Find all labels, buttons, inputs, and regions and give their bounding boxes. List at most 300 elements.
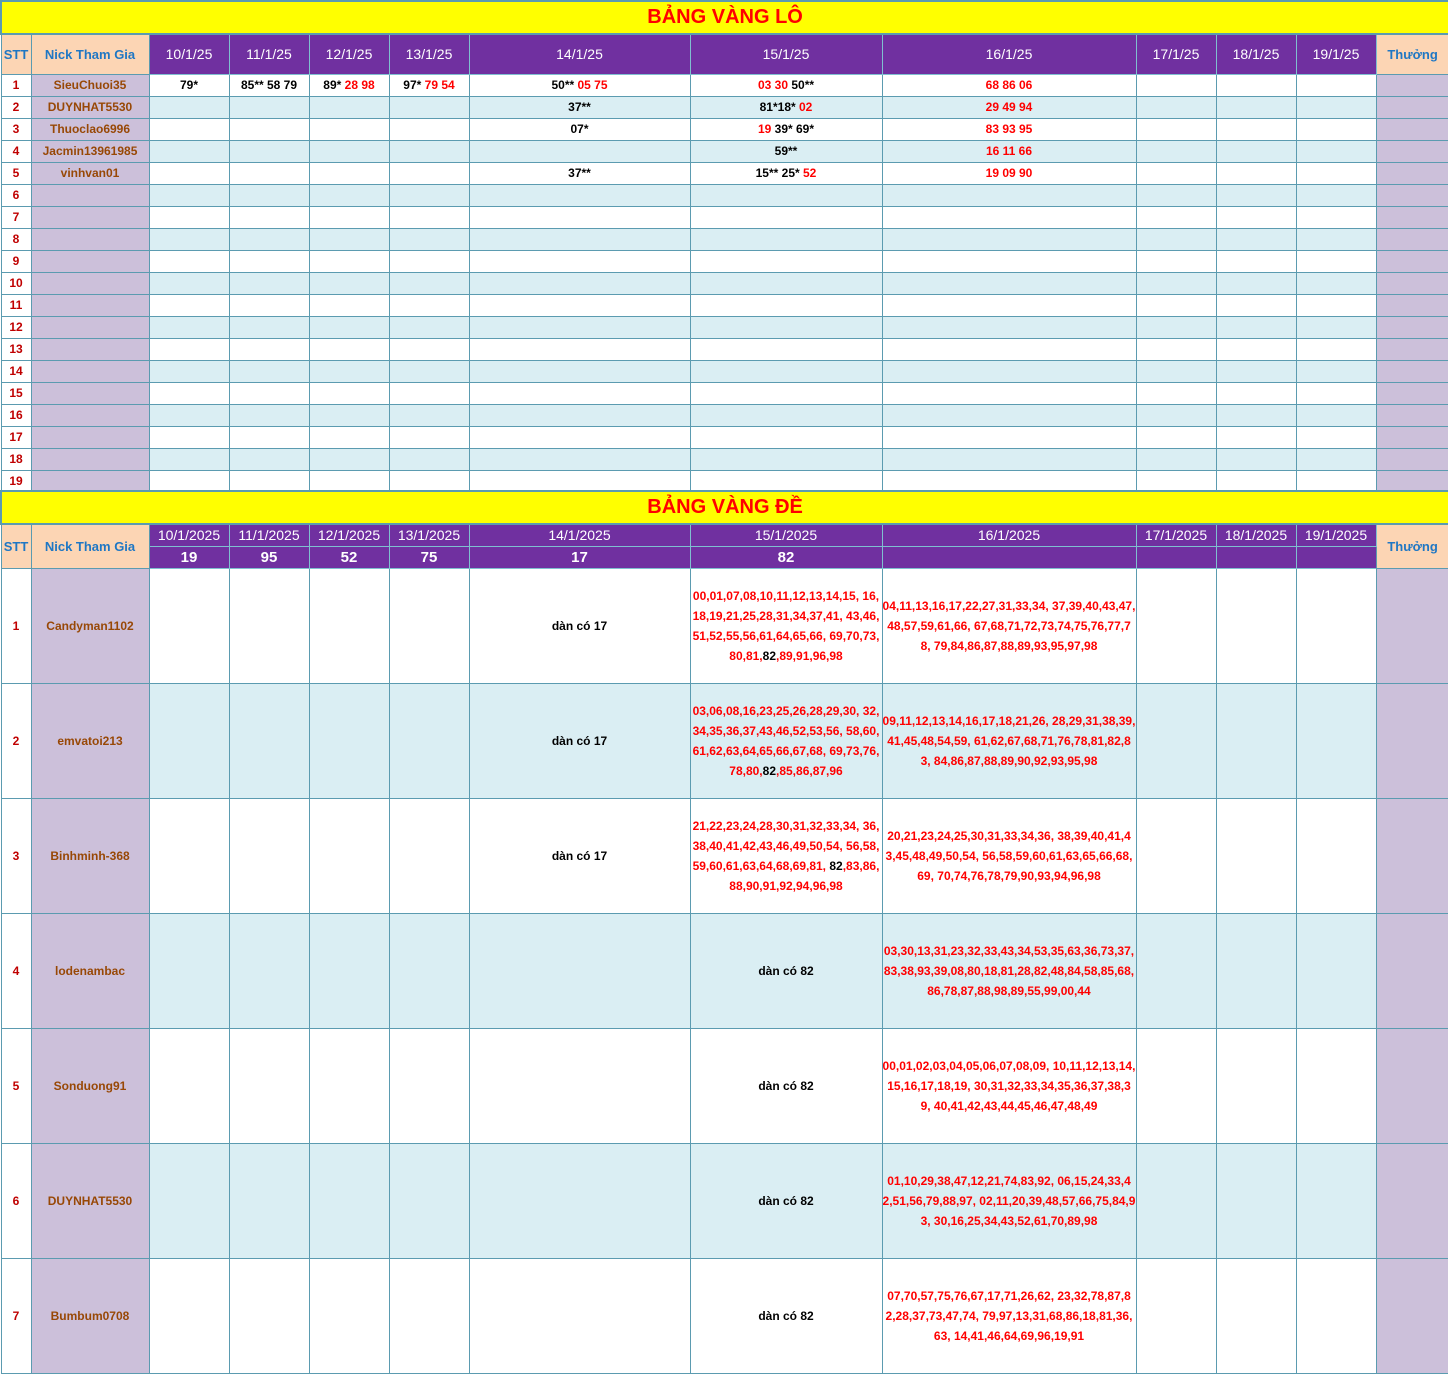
lo-cell[interactable]: [1136, 404, 1216, 426]
de-cell[interactable]: [389, 1143, 469, 1258]
de-cell[interactable]: [882, 568, 1136, 683]
de-cell[interactable]: [149, 1028, 229, 1143]
de-cell[interactable]: [882, 1258, 1136, 1373]
lo-cell[interactable]: [389, 250, 469, 272]
lo-cell[interactable]: [309, 118, 389, 140]
lo-cell[interactable]: [1296, 206, 1376, 228]
de-number: 07,70,57,75,76,67,17,71,26,62, 23,32,78,87,82,28,37,73,47,74, 79,97,13,31,68,86,18,81,36,63, 14,41,46,64,69,96,19,91: [885, 1288, 1133, 1343]
de-cell[interactable]: [389, 1258, 469, 1373]
de-cell[interactable]: [690, 1028, 882, 1143]
lo-cell[interactable]: [1216, 470, 1296, 492]
lo-cell[interactable]: [149, 316, 229, 338]
de-cell[interactable]: [882, 1028, 1136, 1143]
de-cell[interactable]: [469, 798, 690, 913]
lo-cell[interactable]: [149, 96, 229, 118]
lo-cell[interactable]: [1216, 206, 1296, 228]
lo-table-row: [1, 360, 1448, 382]
lo-cell[interactable]: [1216, 404, 1296, 426]
lo-cell[interactable]: [690, 470, 882, 492]
lo-cell[interactable]: [309, 162, 389, 184]
lo-cell[interactable]: [1216, 272, 1296, 294]
lo-cell[interactable]: [1296, 96, 1376, 118]
de-cell[interactable]: [1136, 1143, 1216, 1258]
de-result: [882, 546, 1136, 568]
lo-cell[interactable]: [389, 448, 469, 470]
lo-cell[interactable]: [389, 74, 469, 96]
lo-header-date: 17/1/25: [1136, 34, 1216, 74]
lo-cell[interactable]: [389, 338, 469, 360]
lo-cell[interactable]: [1136, 206, 1216, 228]
lo-cell[interactable]: [469, 118, 690, 140]
lo-cell[interactable]: [1216, 294, 1296, 316]
lo-cell[interactable]: [229, 74, 309, 96]
lo-cell[interactable]: [149, 294, 229, 316]
de-cell[interactable]: [229, 1143, 309, 1258]
de-row-stt: 6: [1, 1143, 31, 1258]
lo-cell[interactable]: [389, 316, 469, 338]
lo-cell[interactable]: [149, 272, 229, 294]
lo-cell[interactable]: [882, 206, 1136, 228]
lo-cell[interactable]: [229, 96, 309, 118]
de-cell[interactable]: [1296, 568, 1376, 683]
lo-cell[interactable]: [1296, 74, 1376, 96]
de-cell[interactable]: [469, 683, 690, 798]
de-cell[interactable]: [690, 568, 882, 683]
de-row-stt: 4: [1, 913, 31, 1028]
lo-cell[interactable]: [229, 294, 309, 316]
lo-cell[interactable]: [882, 316, 1136, 338]
lo-cell[interactable]: [690, 74, 882, 96]
lo-cell[interactable]: [882, 118, 1136, 140]
lo-cell[interactable]: [690, 382, 882, 404]
lo-cell[interactable]: [149, 206, 229, 228]
lo-header-date: 13/1/25: [389, 34, 469, 74]
de-cell[interactable]: [149, 1143, 229, 1258]
lo-cell[interactable]: [229, 360, 309, 382]
lo-cell[interactable]: [469, 360, 690, 382]
lo-cell[interactable]: [882, 272, 1136, 294]
de-cell[interactable]: [1136, 568, 1216, 683]
lo-table-row: [1, 162, 1448, 184]
lo-number: 16 11 66: [985, 144, 1033, 158]
lo-cell[interactable]: [690, 228, 882, 250]
lo-cell[interactable]: [389, 96, 469, 118]
lo-cell[interactable]: [1136, 294, 1216, 316]
lo-cell[interactable]: [690, 250, 882, 272]
lo-cell[interactable]: [469, 470, 690, 492]
lo-cell[interactable]: [309, 360, 389, 382]
lo-cell[interactable]: [469, 426, 690, 448]
de-cell[interactable]: [1296, 683, 1376, 798]
lo-cell[interactable]: [690, 140, 882, 162]
lo-cell[interactable]: [1216, 382, 1296, 404]
lo-cell[interactable]: [149, 250, 229, 272]
de-cell[interactable]: [1216, 683, 1296, 798]
lo-cell[interactable]: [882, 294, 1136, 316]
lo-cell[interactable]: [1296, 118, 1376, 140]
lo-row-nick: [31, 382, 149, 404]
de-cell[interactable]: [469, 1258, 690, 1373]
de-cell[interactable]: [309, 913, 389, 1028]
lo-cell[interactable]: [882, 140, 1136, 162]
lo-cell[interactable]: [469, 272, 690, 294]
lo-cell[interactable]: [469, 448, 690, 470]
lo-row-thuong: [1376, 140, 1448, 162]
lo-row-stt: 10: [1, 272, 31, 294]
lo-cell[interactable]: [229, 338, 309, 360]
de-cell[interactable]: [149, 798, 229, 913]
de-cell[interactable]: [309, 798, 389, 913]
lo-header-thuong: Thưởng: [1376, 34, 1448, 74]
lo-cell[interactable]: [469, 294, 690, 316]
de-cell[interactable]: [1136, 683, 1216, 798]
lo-table-row: [1, 250, 1448, 272]
lo-cell[interactable]: [690, 426, 882, 448]
lo-cell[interactable]: [309, 316, 389, 338]
lo-cell[interactable]: [882, 184, 1136, 206]
lo-number: 05 75: [577, 78, 608, 92]
lo-row-stt: 9: [1, 250, 31, 272]
lo-cell[interactable]: [309, 272, 389, 294]
de-cell[interactable]: [1216, 798, 1296, 913]
lo-cell[interactable]: [1296, 426, 1376, 448]
lo-cell[interactable]: [1296, 294, 1376, 316]
lo-cell[interactable]: [1136, 470, 1216, 492]
lo-cell[interactable]: [469, 206, 690, 228]
lo-cell[interactable]: [469, 404, 690, 426]
lo-cell[interactable]: [1216, 74, 1296, 96]
lo-cell[interactable]: [1136, 74, 1216, 96]
lo-cell[interactable]: [690, 404, 882, 426]
lo-cell[interactable]: [690, 316, 882, 338]
de-cell[interactable]: [690, 1143, 882, 1258]
lo-cell[interactable]: [469, 140, 690, 162]
de-cell[interactable]: [1296, 1258, 1376, 1373]
de-cell[interactable]: [389, 683, 469, 798]
lo-cell[interactable]: [1216, 448, 1296, 470]
lo-cell[interactable]: [1296, 404, 1376, 426]
lo-cell[interactable]: [389, 162, 469, 184]
de-cell[interactable]: [389, 568, 469, 683]
de-cell[interactable]: [690, 1258, 882, 1373]
lo-cell[interactable]: [309, 426, 389, 448]
lo-cell[interactable]: [1216, 118, 1296, 140]
lo-number: 28 98: [344, 78, 375, 92]
lo-cell[interactable]: [229, 272, 309, 294]
lo-cell[interactable]: [469, 162, 690, 184]
de-cell[interactable]: [1216, 1143, 1296, 1258]
lo-cell[interactable]: [1296, 470, 1376, 492]
de-cell[interactable]: [469, 568, 690, 683]
lo-cell[interactable]: [309, 470, 389, 492]
lo-cell[interactable]: [309, 74, 389, 96]
lo-cell[interactable]: [469, 96, 690, 118]
lo-cell[interactable]: [389, 228, 469, 250]
lo-cell[interactable]: [469, 250, 690, 272]
lo-cell[interactable]: [1296, 360, 1376, 382]
lo-cell[interactable]: [690, 118, 882, 140]
lo-cell[interactable]: [882, 74, 1136, 96]
lo-cell[interactable]: [1136, 184, 1216, 206]
lo-cell[interactable]: [389, 272, 469, 294]
lo-cell[interactable]: [229, 448, 309, 470]
lo-cell[interactable]: [229, 316, 309, 338]
de-cell[interactable]: [229, 1028, 309, 1143]
de-cell[interactable]: [882, 798, 1136, 913]
de-cell[interactable]: [309, 683, 389, 798]
lo-row-stt: 8: [1, 228, 31, 250]
lo-cell[interactable]: [229, 404, 309, 426]
lo-cell[interactable]: [1136, 338, 1216, 360]
lo-cell[interactable]: [389, 140, 469, 162]
lo-cell[interactable]: [690, 360, 882, 382]
de-cell[interactable]: [309, 1028, 389, 1143]
lo-cell[interactable]: [690, 272, 882, 294]
lo-cell[interactable]: [149, 382, 229, 404]
lo-cell[interactable]: [309, 404, 389, 426]
lo-cell[interactable]: [882, 448, 1136, 470]
lo-cell[interactable]: [1216, 316, 1296, 338]
lo-cell[interactable]: [882, 382, 1136, 404]
lo-row-thuong: [1376, 470, 1448, 492]
lo-cell[interactable]: [882, 338, 1136, 360]
de-cell[interactable]: [1216, 913, 1296, 1028]
lo-cell[interactable]: [309, 184, 389, 206]
de-cell[interactable]: [1296, 913, 1376, 1028]
de-cell[interactable]: [149, 568, 229, 683]
de-cell[interactable]: [229, 913, 309, 1028]
de-cell[interactable]: [309, 568, 389, 683]
lo-cell[interactable]: [882, 404, 1136, 426]
lo-cell[interactable]: [149, 426, 229, 448]
lo-cell[interactable]: [882, 250, 1136, 272]
lo-cell[interactable]: [229, 206, 309, 228]
lo-cell[interactable]: [1216, 250, 1296, 272]
lo-cell[interactable]: [389, 404, 469, 426]
lo-number: 37**: [568, 166, 591, 180]
lo-cell[interactable]: [690, 294, 882, 316]
de-row-nick: emvatoi213: [31, 683, 149, 798]
lo-cell[interactable]: [1296, 316, 1376, 338]
lo-cell[interactable]: [309, 448, 389, 470]
lo-cell[interactable]: [149, 360, 229, 382]
lo-header-nick: Nick Tham Gia: [31, 34, 149, 74]
lo-cell[interactable]: [389, 118, 469, 140]
lo-cell[interactable]: [1296, 338, 1376, 360]
lo-cell[interactable]: [1136, 272, 1216, 294]
de-cell[interactable]: [1136, 798, 1216, 913]
lo-cell[interactable]: [1216, 184, 1296, 206]
lo-table-row: [1, 426, 1448, 448]
lo-cell[interactable]: [229, 184, 309, 206]
lo-cell[interactable]: [1296, 184, 1376, 206]
de-cell[interactable]: [389, 913, 469, 1028]
lo-cell[interactable]: [1136, 426, 1216, 448]
lo-cell[interactable]: [229, 162, 309, 184]
lo-cell[interactable]: [149, 118, 229, 140]
de-cell[interactable]: [882, 1143, 1136, 1258]
de-cell[interactable]: [1136, 913, 1216, 1028]
de-row-stt: 1: [1, 568, 31, 683]
de-cell[interactable]: [1136, 1258, 1216, 1373]
de-cell[interactable]: [229, 1258, 309, 1373]
lo-cell[interactable]: [1136, 118, 1216, 140]
lo-cell[interactable]: [149, 140, 229, 162]
lo-cell[interactable]: [309, 206, 389, 228]
lo-cell[interactable]: [309, 382, 389, 404]
de-header-date: 13/1/2025: [389, 524, 469, 546]
lo-cell[interactable]: [1136, 162, 1216, 184]
lo-cell[interactable]: [389, 206, 469, 228]
lo-cell[interactable]: [229, 118, 309, 140]
de-cell[interactable]: [690, 683, 882, 798]
lo-cell[interactable]: [149, 404, 229, 426]
de-cell[interactable]: [882, 683, 1136, 798]
lo-cell[interactable]: [149, 74, 229, 96]
lo-cell[interactable]: [1216, 338, 1296, 360]
lo-cell[interactable]: [229, 382, 309, 404]
lo-cell[interactable]: [309, 228, 389, 250]
de-cell[interactable]: [1216, 568, 1296, 683]
de-cell[interactable]: [1136, 1028, 1216, 1143]
lo-cell[interactable]: [389, 382, 469, 404]
lo-number: 68 86 06: [985, 78, 1033, 92]
lo-cell[interactable]: [389, 184, 469, 206]
lo-cell[interactable]: [690, 184, 882, 206]
lo-row-thuong: [1376, 118, 1448, 140]
lo-cell[interactable]: [309, 140, 389, 162]
lo-cell[interactable]: [1296, 382, 1376, 404]
lo-cell[interactable]: [229, 140, 309, 162]
lo-table-row: [1, 96, 1448, 118]
lo-cell[interactable]: [389, 426, 469, 448]
lo-cell[interactable]: [882, 470, 1136, 492]
lo-cell[interactable]: [309, 338, 389, 360]
lo-cell[interactable]: [229, 426, 309, 448]
lo-cell[interactable]: [882, 228, 1136, 250]
de-cell[interactable]: [1296, 798, 1376, 913]
lo-cell[interactable]: [1136, 316, 1216, 338]
lo-cell[interactable]: [690, 162, 882, 184]
lo-table-row: [1, 382, 1448, 404]
lo-cell[interactable]: [1136, 250, 1216, 272]
de-result: 19: [149, 546, 229, 568]
lo-cell[interactable]: [1136, 96, 1216, 118]
lo-cell[interactable]: [690, 96, 882, 118]
lo-row-nick: vinhvan01: [31, 162, 149, 184]
de-cell[interactable]: [690, 798, 882, 913]
de-number: ,85,86,87,96: [776, 763, 843, 778]
de-cell[interactable]: [149, 1258, 229, 1373]
lo-cell[interactable]: [469, 74, 690, 96]
de-cell[interactable]: [389, 798, 469, 913]
de-cell[interactable]: [1216, 1258, 1296, 1373]
lo-cell[interactable]: [1216, 426, 1296, 448]
lo-cell[interactable]: [1296, 140, 1376, 162]
de-cell[interactable]: [690, 913, 882, 1028]
lo-cell[interactable]: [469, 228, 690, 250]
de-cell[interactable]: [1216, 1028, 1296, 1143]
lo-cell[interactable]: [1216, 96, 1296, 118]
de-cell[interactable]: [149, 683, 229, 798]
de-cell[interactable]: [882, 913, 1136, 1028]
lo-cell[interactable]: [389, 470, 469, 492]
lo-cell[interactable]: [1216, 360, 1296, 382]
de-cell[interactable]: [149, 913, 229, 1028]
lo-cell[interactable]: [149, 228, 229, 250]
de-cell[interactable]: [389, 1028, 469, 1143]
lo-cell[interactable]: [1136, 448, 1216, 470]
lo-cell[interactable]: [690, 448, 882, 470]
de-cell[interactable]: [469, 1143, 690, 1258]
lo-cell[interactable]: [690, 338, 882, 360]
lo-cell[interactable]: [149, 448, 229, 470]
de-header-date: 10/1/2025: [149, 524, 229, 546]
lo-cell[interactable]: [229, 250, 309, 272]
de-cell[interactable]: [1296, 1028, 1376, 1143]
lo-cell[interactable]: [882, 96, 1136, 118]
lo-row-thuong: [1376, 206, 1448, 228]
lo-header-date: 10/1/25: [149, 34, 229, 74]
lo-cell[interactable]: [149, 338, 229, 360]
lo-row-stt: 15: [1, 382, 31, 404]
lo-cell[interactable]: [469, 382, 690, 404]
lo-cell[interactable]: [309, 96, 389, 118]
lo-cell[interactable]: [1216, 162, 1296, 184]
lo-cell[interactable]: [469, 338, 690, 360]
lo-cell[interactable]: [389, 294, 469, 316]
lo-cell[interactable]: [149, 470, 229, 492]
lo-cell[interactable]: [469, 316, 690, 338]
lo-cell[interactable]: [690, 206, 882, 228]
lo-cell[interactable]: [309, 294, 389, 316]
lo-cell[interactable]: [229, 470, 309, 492]
lo-cell[interactable]: [389, 360, 469, 382]
de-cell[interactable]: [309, 1258, 389, 1373]
lo-row-thuong: [1376, 184, 1448, 206]
lo-cell[interactable]: [1136, 360, 1216, 382]
de-cell[interactable]: [229, 798, 309, 913]
de-cell[interactable]: [309, 1143, 389, 1258]
lo-cell[interactable]: [882, 162, 1136, 184]
de-cell[interactable]: [229, 683, 309, 798]
lo-cell[interactable]: [1136, 228, 1216, 250]
de-number: ,89,91,96,98: [776, 648, 843, 663]
lo-cell[interactable]: [882, 426, 1136, 448]
de-cell[interactable]: [469, 1028, 690, 1143]
lo-cell[interactable]: [1296, 448, 1376, 470]
lo-cell[interactable]: [1216, 140, 1296, 162]
lo-cell[interactable]: [1296, 250, 1376, 272]
de-cell[interactable]: [469, 913, 690, 1028]
de-cell[interactable]: [229, 568, 309, 683]
lo-cell[interactable]: [1216, 228, 1296, 250]
lo-cell[interactable]: [1136, 140, 1216, 162]
lo-cell[interactable]: [229, 228, 309, 250]
lo-row-thuong: [1376, 426, 1448, 448]
lo-cell[interactable]: [1136, 382, 1216, 404]
de-cell[interactable]: [1296, 1143, 1376, 1258]
lo-cell[interactable]: [882, 360, 1136, 382]
lo-table-row: [1, 140, 1448, 162]
lo-cell[interactable]: [149, 162, 229, 184]
lo-cell[interactable]: [309, 250, 389, 272]
lo-cell[interactable]: [469, 184, 690, 206]
lo-cell[interactable]: [1296, 162, 1376, 184]
lo-cell[interactable]: [149, 184, 229, 206]
lo-cell[interactable]: [1296, 272, 1376, 294]
lo-cell[interactable]: [1296, 228, 1376, 250]
